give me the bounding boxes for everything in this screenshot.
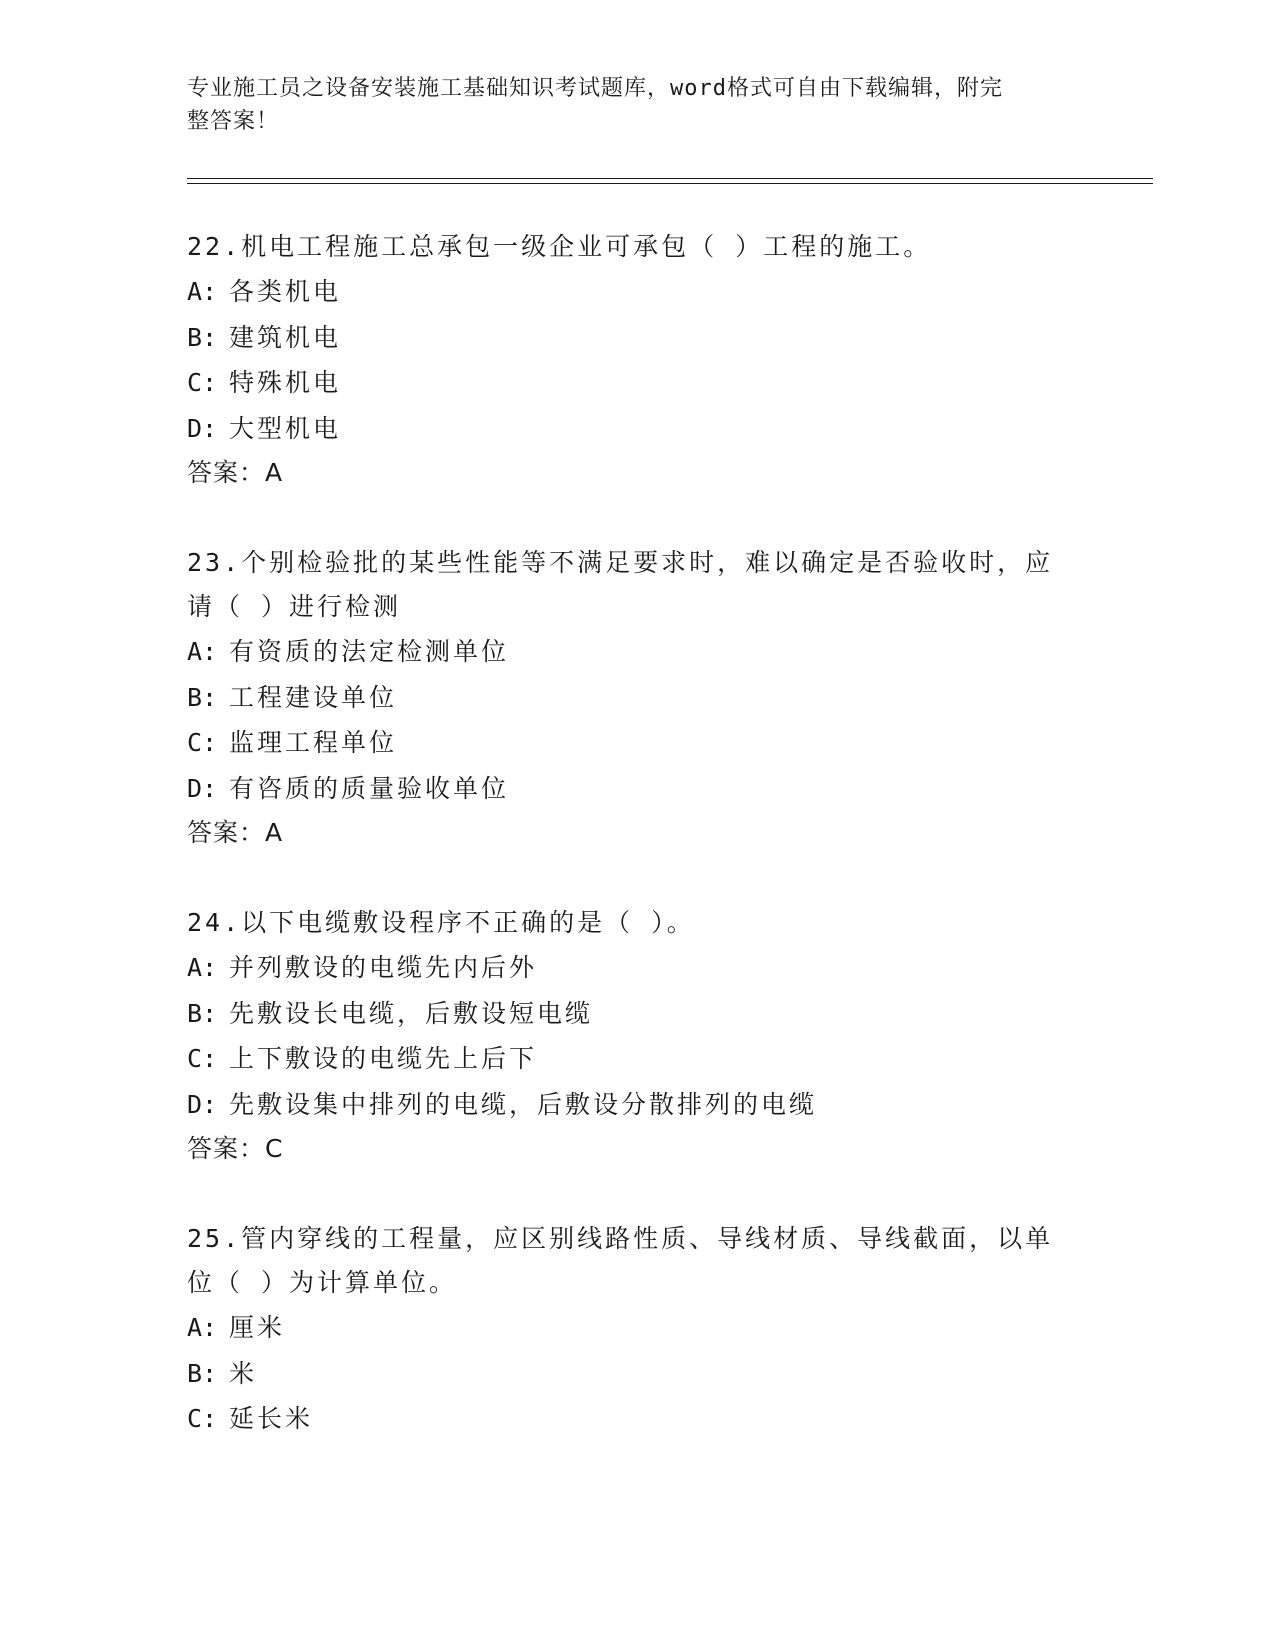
option-text: 厘米 xyxy=(229,1313,286,1342)
option-text: 各类机电 xyxy=(229,277,342,306)
option-letter: D: xyxy=(187,413,218,443)
option-letter: A: xyxy=(187,1313,218,1342)
question-text: 22.机电工程施工总承包一级企业可承包（ ）工程的施工。 xyxy=(187,232,932,261)
question-text: 24.以下电缆敷设程序不正确的是（ ）。 xyxy=(187,908,695,937)
question-text-continued: 请（ ）进行检测 xyxy=(187,592,402,621)
option-c xyxy=(187,1036,1087,1082)
option-text: 特殊机电 xyxy=(229,368,342,397)
option-text: 有资质的法定检测单位 xyxy=(229,637,510,666)
option-letter: D: xyxy=(187,773,218,803)
option-letter: B: xyxy=(187,682,218,712)
option-b xyxy=(187,675,1087,721)
option-c xyxy=(187,720,1087,766)
question-24 xyxy=(187,901,1087,1171)
option-letter: A: xyxy=(187,637,218,666)
option-text: 建筑机电 xyxy=(229,322,342,352)
question-list xyxy=(187,225,1087,1488)
option-a xyxy=(187,269,1087,315)
answer-line: 答案：A xyxy=(187,458,284,487)
option-c xyxy=(187,360,1087,406)
option-letter: A: xyxy=(187,277,218,306)
option-text: 大型机电 xyxy=(229,413,342,443)
option-letter: D: xyxy=(187,1089,218,1119)
option-text: 先敷设集中排列的电缆，后敷设分散排列的电缆 xyxy=(229,1089,818,1119)
option-b xyxy=(187,991,1087,1037)
answer-line: 答案：C xyxy=(187,1134,284,1163)
answer-line: 答案：A xyxy=(187,818,284,847)
option-letter: C: xyxy=(187,1404,218,1433)
question-25 xyxy=(187,1217,1087,1442)
option-b xyxy=(187,1351,1087,1397)
option-text: 工程建设单位 xyxy=(229,682,398,712)
question-text-continued: 位（ ）为计算单位。 xyxy=(187,1268,458,1297)
question-text: 23.个别检验批的某些性能等不满足要求时，难以确定是否验收时，应 xyxy=(187,548,1054,577)
option-b xyxy=(187,315,1087,361)
option-a xyxy=(187,1305,1087,1351)
option-text: 监理工程单位 xyxy=(229,728,398,757)
option-text: 米 xyxy=(229,1358,258,1388)
header-line-2: 整答案！ xyxy=(187,109,280,134)
option-a xyxy=(187,629,1087,675)
option-text: 延长米 xyxy=(229,1404,314,1433)
option-d xyxy=(187,406,1087,452)
option-letter: C: xyxy=(187,1044,218,1073)
header-divider-top xyxy=(187,178,1153,179)
question-22 xyxy=(187,225,1087,495)
document-header xyxy=(187,72,1087,138)
option-text: 并列敷设的电缆先内后外 xyxy=(229,953,538,982)
option-text: 有咨质的质量验收单位 xyxy=(229,773,510,803)
option-d xyxy=(187,1082,1087,1128)
question-text: 25.管内穿线的工程量，应区别线路性质、导线材质、导线截面，以单 xyxy=(187,1224,1054,1253)
option-text: 先敷设长电缆，后敷设短电缆 xyxy=(229,998,594,1028)
header-line-1: 专业施工员之设备安装施工基础知识考试题库，word格式可自由下载编辑，附完 xyxy=(187,76,1003,101)
option-letter: B: xyxy=(187,1358,218,1388)
option-letter: C: xyxy=(187,728,218,757)
option-letter: B: xyxy=(187,322,218,352)
option-c xyxy=(187,1396,1087,1442)
header-divider-bottom xyxy=(187,183,1153,184)
option-letter: A: xyxy=(187,953,218,982)
option-letter: C: xyxy=(187,368,218,397)
option-letter: B: xyxy=(187,998,218,1028)
question-23 xyxy=(187,541,1087,855)
option-text: 上下敷设的电缆先上后下 xyxy=(229,1044,538,1073)
option-d xyxy=(187,766,1087,812)
option-a xyxy=(187,945,1087,991)
